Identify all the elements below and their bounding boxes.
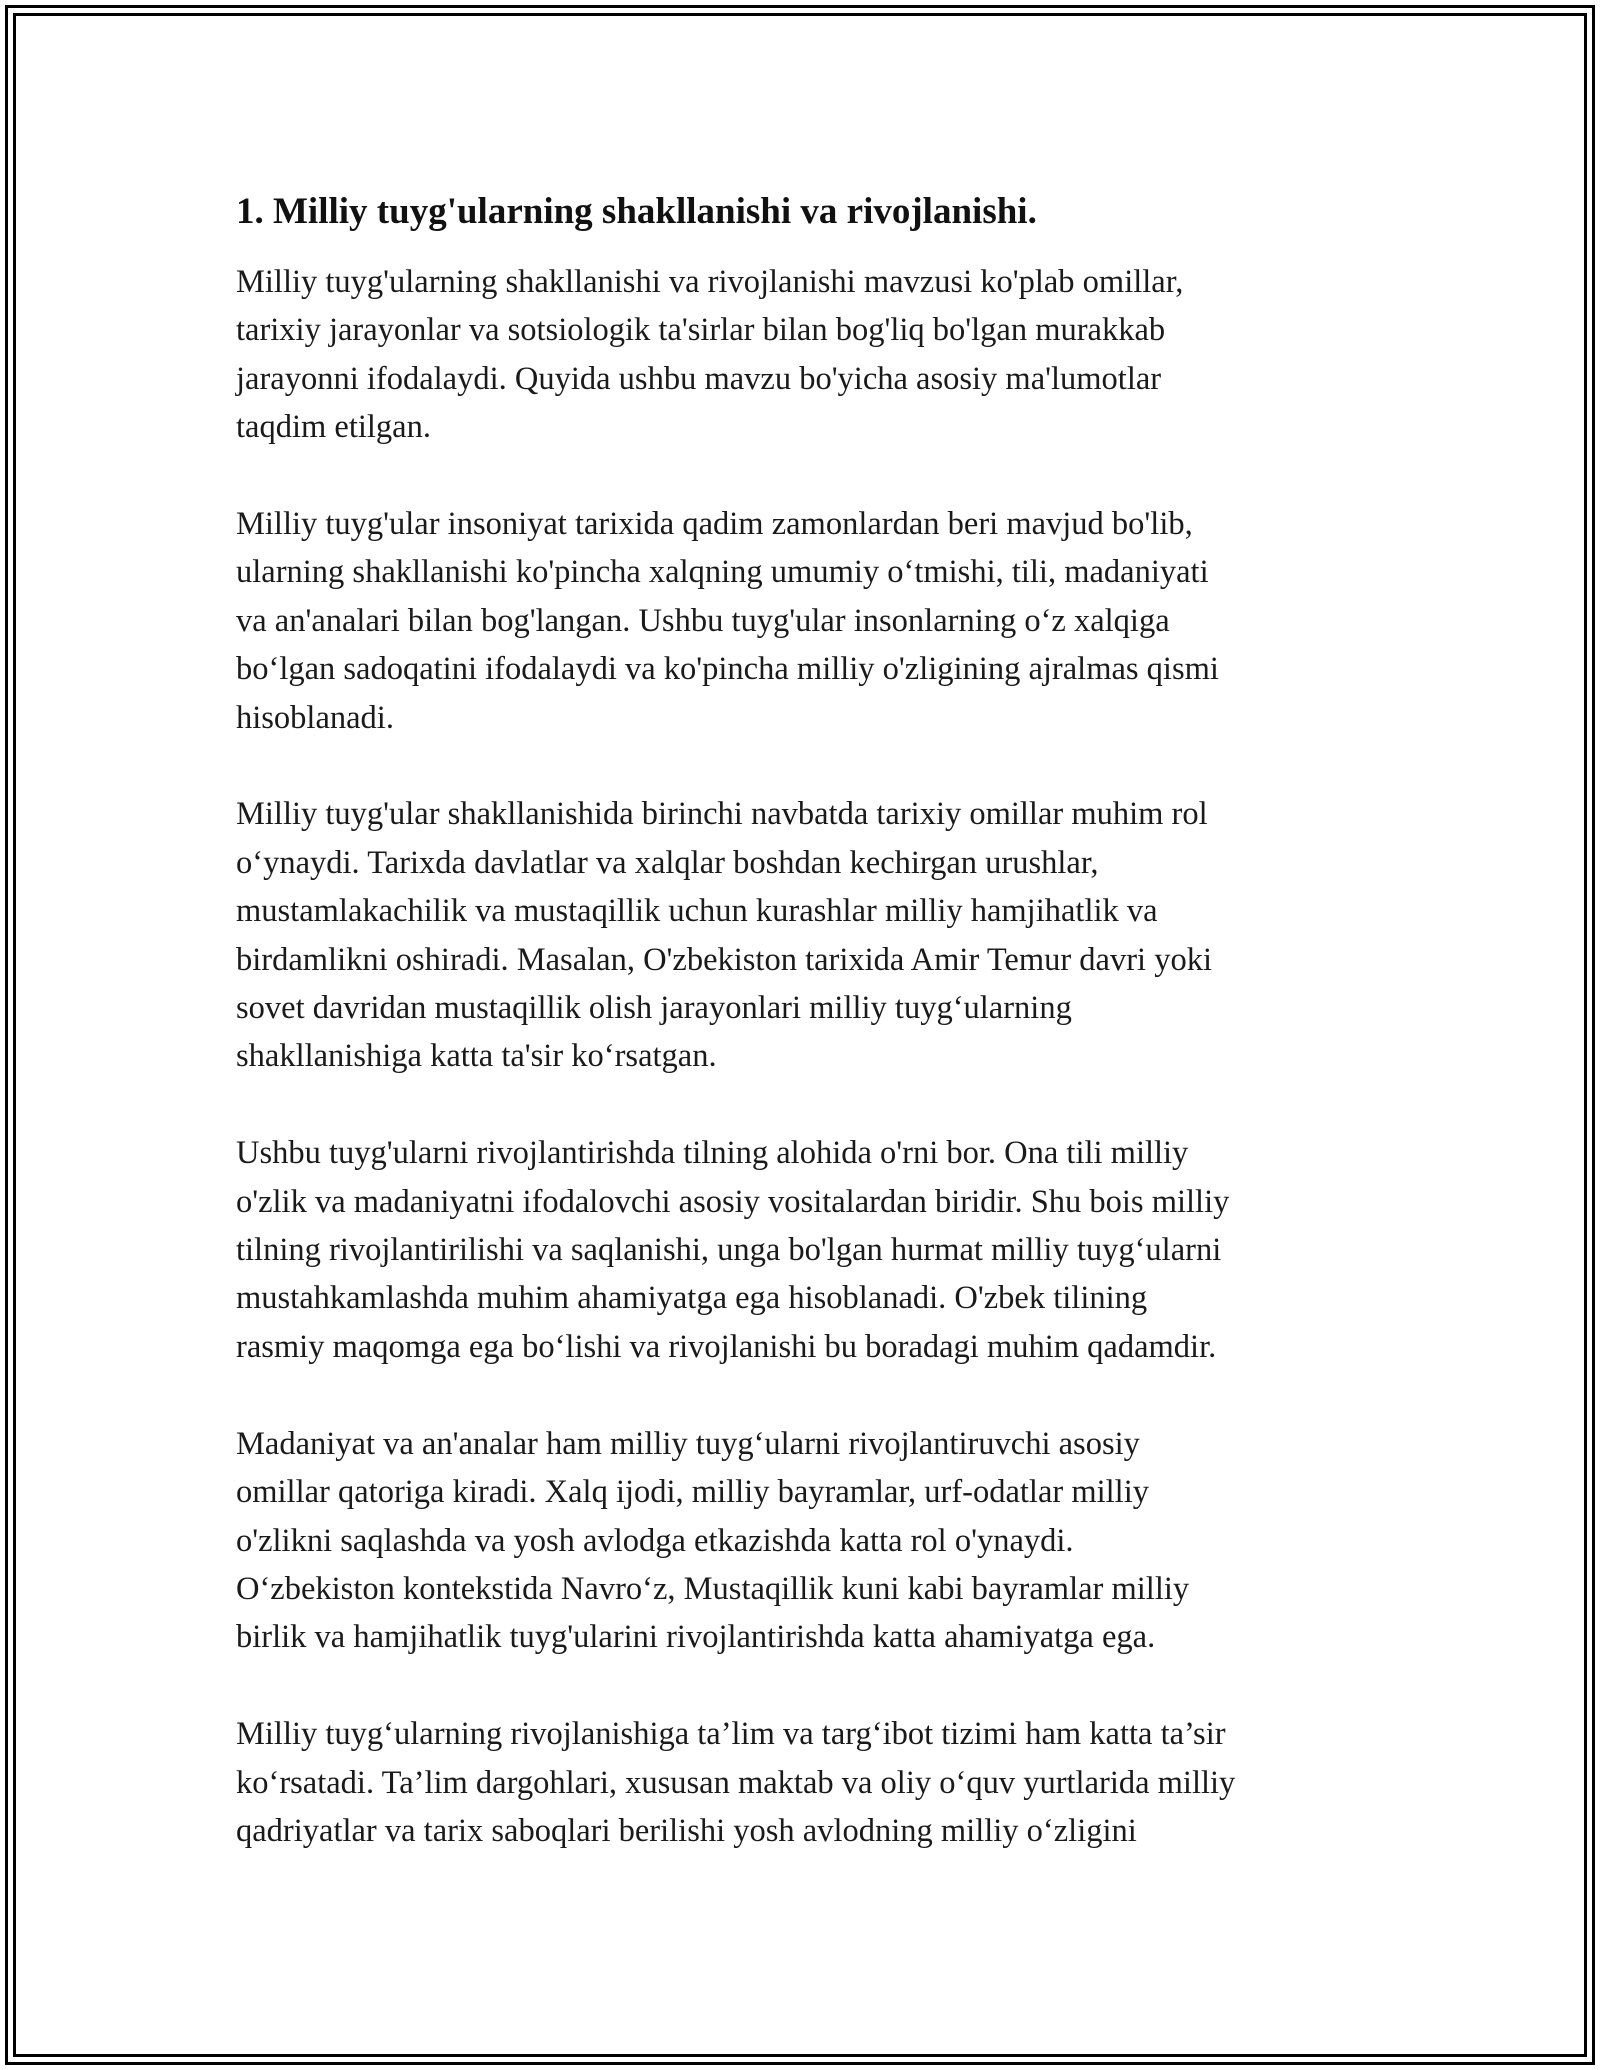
text-line: jarayonni ifodalaydi. Quyida ushbu mavzu bo'yicha asosiy ma'lumotlar [236,360,1162,397]
text-line: Madaniyat va an'analar ham milliy tuyg‘ularni rivojlantiruvchi asosiy [236,1425,1140,1462]
text-line: Milliy tuyg‘ularning rivojlanishiga ta’lim va targ‘ibot tizimi ham katta ta’sir [236,1716,1226,1753]
text-line: hisoblanadi. [236,699,394,736]
section-heading: 1. Milliy tuyg'ularning shakllanishi va rivojlanishi. [236,191,1037,232]
text-line: ko‘rsatadi. Ta’lim dargohlari, xususan maktab va oliy o‘quv yurtlarida milliy [236,1764,1236,1801]
text-line: sovet davridan mustaqillik olish jarayonlari milliy tuyg‘ularning [236,990,1072,1027]
text-line: Milliy tuyg'ular shakllanishida birinchi navbatda tarixiy omillar muhim rol [236,796,1208,833]
text-line: va an'analari bilan bog'langan. Ushbu tuyg'ular insonlarning o‘z xalqiga [236,602,1170,639]
document-body [236,188,1396,1904]
text-line: qadriyatlar va tarix saboqlari berilishi yosh avlodning milliy o‘zligini [236,1812,1137,1849]
text-line: mustahkamlashda muhim ahamiyatga ega hisoblanadi. O'zbek tilining [236,1280,1148,1317]
text-line: o'zlikni saqlashda va yosh avlodga etkazishda katta rol o'ynaydi. [236,1522,1074,1559]
text-line: omillar qatoriga kiradi. Xalq ijodi, milliy bayramlar, urf-odatlar milliy [236,1474,1149,1511]
text-line: shakllanishiga katta ta'sir ko‘rsatgan. [236,1038,717,1075]
text-line: rasmiy maqomga ega bo‘lishi va rivojlanishi bu boradagi muhim qadamdir. [236,1328,1217,1365]
text-line: bo‘lgan sadoqatini ifodalaydi va ko'pincha milliy o'zligining ajralmas qismi [236,651,1219,688]
paragraph-1 [236,258,1396,452]
text-line: Milliy tuyg'ular insoniyat tarixida qadim zamonlardan beri mavjud bo'lib, [236,506,1193,543]
paragraph-2 [236,500,1396,742]
text-line: ularning shakllanishi ko'pincha xalqning umumiy o‘tmishi, tili, madaniyati [236,554,1209,591]
text-line: o'zlik va madaniyatni ifodalovchi asosiy vositalardan biridir. Shu bois milliy [236,1183,1230,1220]
text-line: Ushbu tuyg'ularni rivojlantirishda tilning alohida o'rni bor. Ona tili milliy [236,1135,1189,1172]
text-line: O‘zbekiston kontekstida Navro‘z, Mustaqillik kuni kabi bayramlar milliy [236,1570,1190,1607]
text-line: birlik va hamjihatlik tuyg'ularini rivojlantirishda katta ahamiyatga ega. [236,1619,1156,1656]
text-line: birdamlikni oshiradi. Masalan, O'zbekiston tarixida Amir Temur davri yoki [236,941,1212,978]
text-line: Milliy tuyg'ularning shakllanishi va rivojlanishi mavzusi ko'plab omillar, [236,264,1184,300]
text-line: taqdim etilgan. [236,409,431,446]
paragraph-5 [236,1420,1396,1662]
text-line: tilning rivojlantirilishi va saqlanishi, unga bo'lgan hurmat milliy tuyg‘ularni [236,1232,1222,1269]
text-line: o‘ynaydi. Tarixda davlatlar va xalqlar boshdan kechirgan urushlar, [236,844,1099,881]
paragraph-6 [236,1710,1396,1855]
paragraph-3 [236,790,1396,1080]
text-line: mustamlakachilik va mustaqillik uchun kurashlar milliy hamjihatlik va [236,893,1158,930]
paragraph-4 [236,1129,1396,1371]
text-line: tarixiy jarayonlar va sotsiologik ta'sirlar bilan bog'liq bo'lgan murakkab [236,312,1166,349]
